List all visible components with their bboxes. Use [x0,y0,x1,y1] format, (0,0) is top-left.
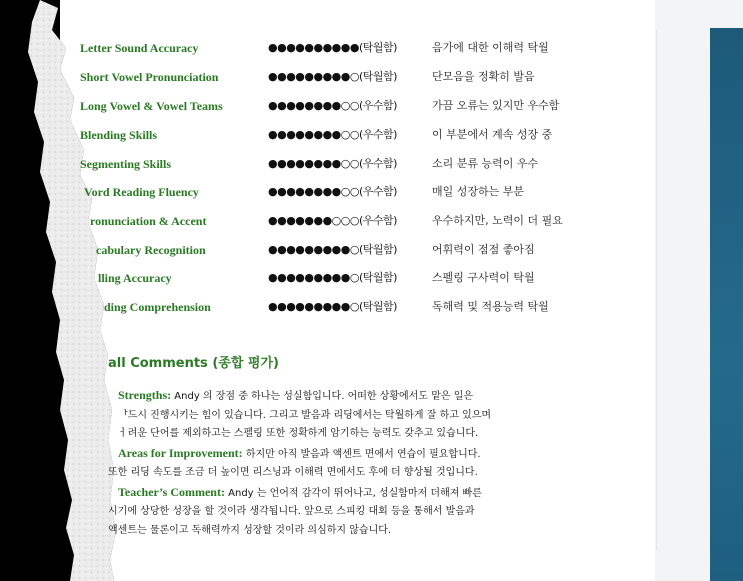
skill-name: Short Vowel Pronunciation [80,70,219,84]
teacher-line [108,483,588,504]
skill-remark: 이 부분에서 계속 성장 중 [432,128,553,141]
skill-rating: ●●●●●●●○○○(우수함) [268,214,397,227]
skill-rating: ●●●●●●●●○○(우수함) [268,99,397,112]
table-row [0,297,660,317]
teal-side-panel [710,28,743,581]
skill-remark: 독해력 및 적용능력 탁월 [432,300,549,313]
skill-name: Long Vowel & Vowel Teams [80,99,223,113]
skill-remark: 매일 성장하는 부분 [432,185,525,198]
skill-rating: ●●●●●●●●○○(우수함) [268,185,397,198]
improvement-line [108,444,588,465]
table-row [0,268,660,288]
skill-remark: 음가에 대한 이해력 탁월 [432,41,549,54]
skill-name: Blending Skills [80,128,158,142]
overall-comments-heading: all Comments (종합 평가) [108,356,279,371]
skill-rating: ●●●●●●●●●○(탁월함) [268,243,397,256]
skill-remark: 스펠링 구사력이 탁월 [432,271,535,284]
teacher-comment-text: 시기에 상당한 성장을 할 것이라 생각됩니다. 앞으로 스피킹 대회 등을 통해서 발음과 [108,506,475,517]
teacher-comment-text: Andy 는 언어적 감각이 뛰어나고, 성실함마저 더해져 빠른 [224,487,482,499]
skill-name: Segmenting Skills [80,157,172,171]
improvement-text: 하지만 아직 발음과 액센트 면에서 연습이 필요합니다. [242,448,481,460]
skill-remark: 우수하지만, 노력이 더 필요 [432,214,563,227]
skill-name: cabulary Recognition [96,243,206,257]
skill-name: ding Comprehension [104,300,211,314]
table-row [0,67,660,87]
skill-rating: ●●●●●●●●○○(우수함) [268,157,397,170]
improvement-label: Areas for Improvement: [118,445,243,460]
skill-rating: ●●●●●●●●●○(탁월함) [268,271,397,284]
skill-rating: ●●●●●●●●●●(탁월함) [268,41,397,54]
strengths-label: Strengths: [118,388,172,402]
skill-rating: ●●●●●●●●●○(탁월함) [268,300,397,313]
skill-name: Letter Sound Accuracy [80,41,199,55]
skill-rating: ●●●●●●●●○○(우수함) [268,128,397,141]
teacher-comment-label: Teacher’s Comment: [118,484,225,499]
skill-rating: ●●●●●●●●●○(탁월함) [268,70,397,83]
skill-remark: 단모음을 정확히 발음 [432,70,535,83]
strengths-text: ᅡ드시 진행시키는 힘이 있습니다. 그리고 발음과 리딩에서는 탁월하게 잘 하고 있으며 [118,409,492,421]
teacher-comment-text: 액센트는 물론이고 독해력까지 성장할 것이라 의심하지 않습니다. [108,524,392,536]
table-row [0,240,660,260]
strengths-line [108,386,588,407]
strengths-text: ㅓ려운 단어를 제외하고는 스펠링 또한 정확하게 암기하는 능력도 갖추고 있습니다. [118,428,479,439]
skill-remark: 어휘력이 점점 좋아짐 [432,243,535,256]
skill-name: lling Accuracy [98,271,172,285]
skill-name: Vord Reading Fluency [84,185,199,199]
strengths-text: Andy 의 장점 중 하나는 성실함입니다. 어떠한 상황에서도 맡은 일은 [171,391,474,402]
table-row [0,211,660,231]
table-row [0,96,660,116]
table-row [0,38,660,58]
table-row [0,182,660,202]
skill-remark: 가끔 오류는 있지만 우수함 [432,99,560,112]
overall-comments-body [108,386,588,540]
skill-remark: 소리 분류 능력이 우수 [432,157,539,170]
skill-name: ronunciation & Accent [90,214,207,228]
table-row [0,154,660,174]
improvement-text: 또한 리딩 속도를 조금 더 높이면 리스닝과 이해력 면에서도 후에 더 향상될 것입니다. [108,467,478,478]
table-row [0,125,660,145]
